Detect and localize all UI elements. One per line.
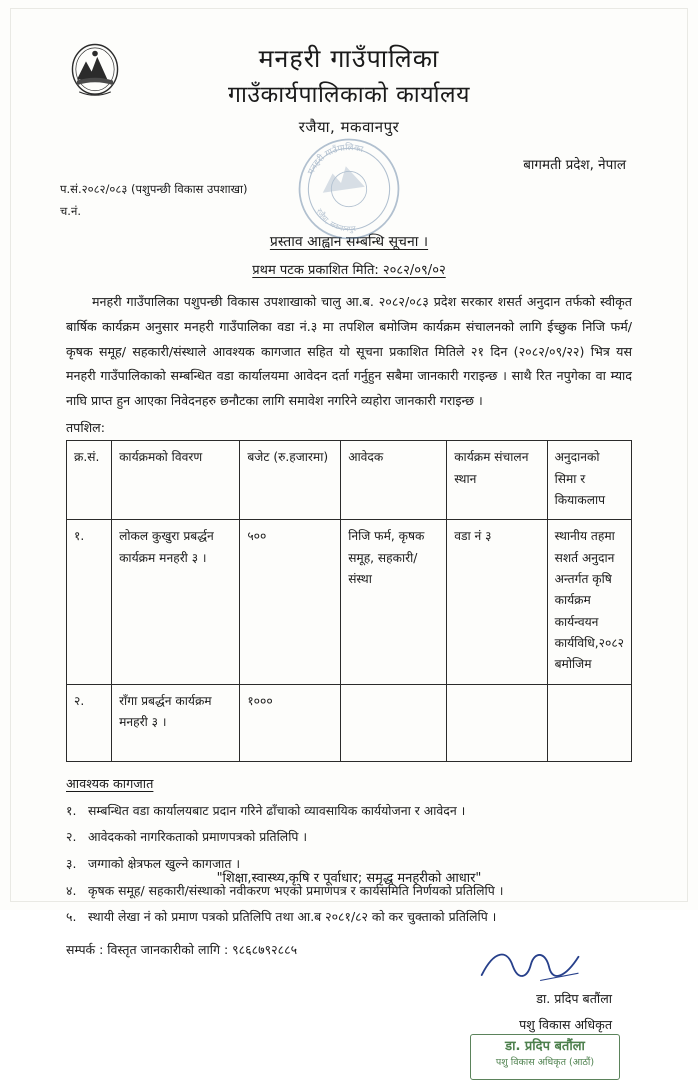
table-header-budget: बजेट (रु.हजारमा) <box>240 441 341 520</box>
handwritten-signature-icon <box>476 944 586 986</box>
official-round-stamp-icon <box>289 129 409 249</box>
notice-body-paragraph: मनहरी गाउँपालिका पशुपन्छी विकास उपशाखाको चालु आ.ब. २०८२/०८३ प्रदेश सरकार शसर्त अनुदान तर्फको स्वीकृत बार्षिक कार्यक्रम अनुसार मनहरी गाउँपालिका वडा नं.३ मा तपशिल बमोजिम कार्यक्रम संचालनको लागि ईच्छुक निजि फर्म/कृषक समूह/ सहकारी/संस्थाले आवश्यक कागजात सहित यो सूचना प्रकाशित मितिले २१ दिन (२०८२/०९/२२) भित्र यस मनहरी गाउँपालिकाको सम्बन्धित वडा कार्यालयमा आवेदन दर्ता गर्नुहुन सबैमा जानकारी गराइन्छ । साथै रित नपुगेका वा म्याद नाघि प्राप्त हुन आएका निवेदनहरु छनौटका लागि समावेश नगरिने व्यहोरा जानकारी गराइन्छ । <box>66 294 632 408</box>
list-item-text: आवेदकको नागरिकताको प्रमाणपत्रको प्रतिलिपि । <box>88 829 308 845</box>
table-header-applicant: आवेदक <box>341 441 447 520</box>
list-item-text: सम्बन्धित वडा कार्यालयबाट प्रदान गरिने ढाँचाको व्यावसायिक कार्ययोजना र आवेदन । <box>88 802 466 818</box>
cell-description: राँगा प्रबर्द्धन कार्यक्रम मनहरी ३ । <box>112 684 240 761</box>
cell-place <box>447 684 547 761</box>
officer-rubber-stamp <box>470 1034 620 1080</box>
cell-place: वडा नं ३ <box>447 520 547 684</box>
chalani-number: च.नं. <box>60 203 81 218</box>
cell-sn: २. <box>67 684 112 761</box>
svg-text:मनहरी गाउँपालिका: मनहरी गाउँपालिका <box>306 143 364 177</box>
footer-slogan: "शिक्षा,स्वास्थ्य,कृषि र पूर्वाधार; समृद्ध मनहरीको आधार" <box>216 871 482 886</box>
tapsil-label: तपशिल: <box>66 420 105 436</box>
list-item-number: ४. <box>66 882 77 898</box>
table-header-limit: अनुदानको सिमा र कियाकलाप <box>547 441 631 520</box>
table-header-row <box>67 441 632 520</box>
notice-published-date: प्रथम पटक प्रकाशित मिति: २०८२/०९/०२ <box>252 263 446 279</box>
list-item-number: १. <box>66 802 77 818</box>
list-item <box>66 824 632 851</box>
required-documents-list <box>66 798 632 931</box>
list-item-number: ५. <box>66 909 77 925</box>
cell-budget: १००० <box>240 684 341 761</box>
table-row <box>67 520 632 684</box>
cell-applicant: निजि फर्म, कृषक समूह, सहकारी/संस्था <box>341 520 447 684</box>
program-table <box>66 440 632 761</box>
list-item <box>66 904 632 931</box>
cell-description: लोकल कुखुरा प्रबर्द्धन कार्यक्रम मनहरी ३ । <box>112 520 240 684</box>
list-item-text: जग्गाको क्षेत्रफल खुल्ने कागजात । <box>88 856 241 871</box>
signature-post: पशु विकास अधिकृत <box>519 1017 612 1033</box>
organization-name: मनहरी गाउँपालिका <box>258 44 440 73</box>
list-item-text: कृषक समूह/ सहकारी/संस्थाको नवीकरण भएको प्रमाणपत्र र कार्यसमिति निर्णयको प्रतिलिपि । <box>88 882 504 898</box>
contact-info: सम्पर्क : विस्तृत जानकारीको लागि : ९८६८७९२८८५ <box>66 942 298 958</box>
organization-office: गाउँकार्यपालिकाको कार्यालय <box>228 81 470 108</box>
signature-name: डा. प्रदिप बतौंला <box>536 991 612 1007</box>
table-row <box>67 684 632 761</box>
list-item <box>66 798 632 825</box>
cell-limit <box>547 684 631 761</box>
nepal-government-emblem-icon <box>66 40 124 102</box>
table-header-sn: क्र.सं. <box>67 441 112 520</box>
notice-title: प्रस्ताव आह्वान सम्बन्धि सूचना । <box>269 234 429 251</box>
province-name: बागमती प्रदेश, नेपाल <box>523 156 626 173</box>
table-header-place: कार्यक्रम संचालन स्थान <box>447 441 547 520</box>
cell-applicant <box>341 684 447 761</box>
patra-sankhya: प.सं.२०८२/०८३ (पशुपन्छी विकास उपशाखा) <box>60 181 248 196</box>
cell-budget: ५०० <box>240 520 341 684</box>
organization-place: रजैया, मकवानपुर <box>298 117 400 136</box>
list-item-number: २. <box>66 829 77 845</box>
required-documents-label: आवश्यक कागजात <box>66 776 154 792</box>
cell-limit: स्थानीय तहमा सशर्त अनुदान अन्तर्गत कृषि कार्यक्रम कार्यन्वयन कार्यविधि,२०८२ बमोजिम <box>547 520 631 684</box>
stamp-name: डा. प्रदिप बतौंला <box>505 1039 585 1055</box>
signature-block <box>26 960 672 1078</box>
table-header-description: कार्यक्रमको विवरण <box>112 441 240 520</box>
cell-sn: १. <box>67 520 112 684</box>
list-item-number: ३. <box>66 856 77 871</box>
stamp-post: पशु विकास अधिकृत (आठौं) <box>495 1057 595 1069</box>
list-item-text: स्थायी लेखा नं को प्रमाण पत्रको प्रतिलिपि तथा आ.ब २०८१/८२ को कर चुक्ताको प्रतिलिपि । <box>88 909 497 925</box>
svg-text:रजैया, मकवानपुर: रजैया, मकवानपुर <box>314 207 357 234</box>
